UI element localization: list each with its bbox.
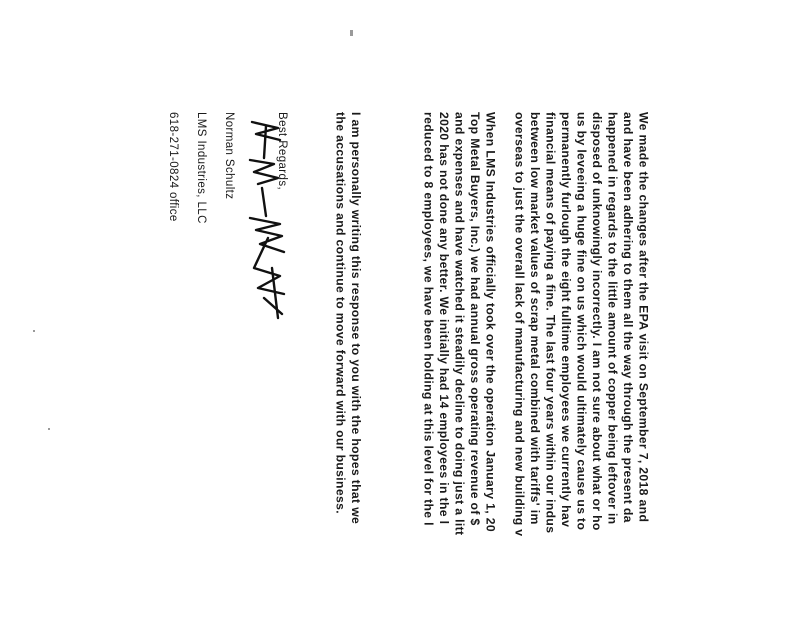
- signature-stroke: [250, 122, 284, 318]
- scan-speck: [33, 330, 35, 332]
- letter-paragraph-operations: [420, 112, 498, 535]
- paragraph-line: Top Metal Buyers, Inc.) we had annual gross operating revenue of $: [468, 112, 482, 526]
- paragraph-line: and have been adhering to them all the way through the present da: [621, 112, 635, 523]
- paragraph-line: I am personally writing this response to you with the hopes that we: [349, 112, 363, 525]
- paragraph-line: When LMS Industries officially took over the operation January 1, 20: [483, 112, 498, 532]
- paragraph-line: overseas to just the overall lack of manufacturing and new building v: [512, 112, 527, 537]
- handwritten-signature: [244, 118, 288, 328]
- paragraph-line: permanently furlough the eight fulltime employees we currently hav: [559, 112, 573, 528]
- paragraph-line: 2020 has not done any better. We initially had 14 employees in the l: [437, 112, 451, 525]
- letter-paragraph-closing-statement: [332, 112, 363, 524]
- scan-speck: [350, 30, 353, 36]
- closing-salutation: Best Regards,: [276, 112, 288, 191]
- scan-speck: [48, 428, 50, 430]
- letter-paragraph-epa-changes: [511, 112, 651, 536]
- paragraph-line: disposed of unknowingly incorrectly. I am not sure about what or ho: [590, 112, 604, 531]
- signer-name: Norman Schultz: [223, 112, 235, 200]
- paragraph-line: reduced to 8 employees, we have been holding at this level for the l: [421, 112, 436, 526]
- office-phone: 618-271-0824 office: [167, 112, 179, 222]
- paragraph-line: us by leveeing a huge fine on us which would ultimately cause us to: [574, 112, 589, 531]
- paragraph-line: and expenses and have watched it steadily decline to doing just a litt: [452, 112, 467, 536]
- paragraph-line: the accusations and continue to move forward with our business.: [333, 112, 348, 514]
- paragraph-line: financial means of paying a fine. The last four years within our indus: [543, 112, 558, 534]
- paragraph-line: happened in regards to the little amount of copper being leftover in: [605, 112, 620, 525]
- paragraph-line: We made the changes after the EPA visit on September 7, 2018 and: [636, 112, 651, 523]
- company-name: LMS Industries, LLC: [195, 112, 207, 224]
- paragraph-line: between low market values of scrap metal combined with tariffs' im: [528, 112, 542, 525]
